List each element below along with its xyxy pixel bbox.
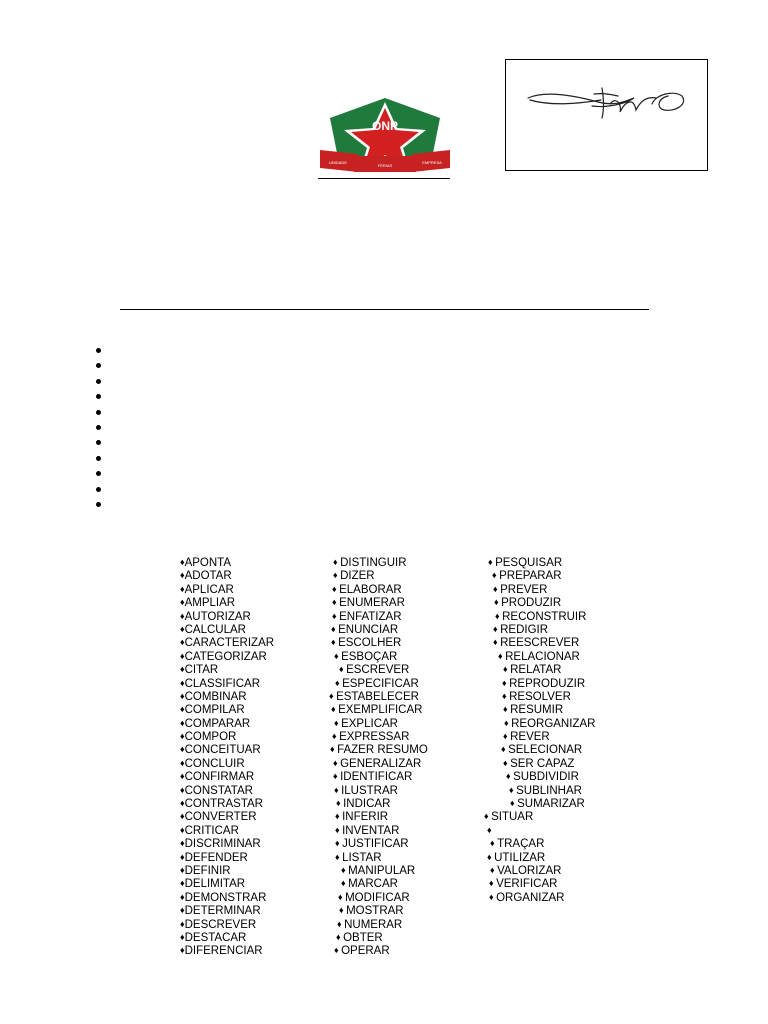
verb-item xyxy=(180,569,274,582)
diamond-bullet-icon: ♦ xyxy=(334,717,342,728)
bullet-item xyxy=(96,388,101,403)
diamond-bullet-icon: ♦ xyxy=(180,918,185,929)
verb-text: COMPARAR xyxy=(184,717,251,730)
diamond-bullet-icon: ♦ xyxy=(335,851,343,862)
empty-bullet-list xyxy=(96,342,101,511)
verb-text: PREPARAR xyxy=(499,570,562,583)
diamond-bullet-icon: ♦ xyxy=(504,717,512,728)
verb-item xyxy=(180,770,274,783)
diamond-bullet-icon: ♦ xyxy=(487,851,495,862)
verb-item xyxy=(180,703,274,716)
verb-text: ESCOLHER xyxy=(338,637,402,650)
bullet-item xyxy=(96,404,101,419)
verb-item xyxy=(329,864,428,877)
verb-text: ENUNCIAR xyxy=(338,623,399,636)
diamond-bullet-icon: ♦ xyxy=(331,704,339,715)
verb-item xyxy=(484,610,595,623)
verb-item xyxy=(484,851,595,864)
banner-word-left: UNIDADE xyxy=(328,160,348,165)
verb-item xyxy=(329,556,428,569)
diamond-bullet-icon: ♦ xyxy=(489,891,497,902)
verb-text: SUBDIVIDIR xyxy=(513,771,579,784)
diamond-bullet-icon: ♦ xyxy=(332,583,340,594)
verb-text: RELACIONAR xyxy=(505,650,580,663)
verb-item xyxy=(329,583,428,596)
verb-text: DESTACAR xyxy=(184,931,247,944)
bullet-dot-icon xyxy=(96,425,101,430)
verb-item xyxy=(484,703,595,716)
verb-column-3 xyxy=(484,556,595,904)
verb-text: ELABORAR xyxy=(339,583,402,596)
bullet-dot-icon xyxy=(96,440,101,445)
diamond-bullet-icon: ♦ xyxy=(331,637,339,648)
verb-item xyxy=(180,877,274,890)
verb-text: LISTAR xyxy=(342,851,382,864)
verb-text: INFERIR xyxy=(342,811,389,824)
diamond-bullet-icon: ♦ xyxy=(180,891,185,902)
diamond-bullet-icon: ♦ xyxy=(180,690,185,701)
verb-text: INVENTAR xyxy=(342,824,400,837)
diamond-bullet-icon: ♦ xyxy=(180,945,185,956)
verb-text: PRODUZIR xyxy=(501,597,562,610)
verb-text: ENUMERAR xyxy=(339,597,405,610)
verb-item xyxy=(180,784,274,797)
verb-text: ESCREVER xyxy=(346,664,410,677)
verb-item xyxy=(329,730,428,743)
verb-item xyxy=(180,596,274,609)
verb-item xyxy=(329,904,428,917)
verb-text: REVER xyxy=(510,731,550,744)
diamond-bullet-icon: ♦ xyxy=(339,664,347,675)
verb-item xyxy=(329,837,428,850)
verb-item xyxy=(484,810,595,823)
verb-item xyxy=(180,743,274,756)
signature-box xyxy=(505,59,708,171)
verb-item xyxy=(329,650,428,663)
verb-text: REORGANIZAR xyxy=(511,717,596,730)
verb-text: EXPRESSAR xyxy=(339,731,410,744)
diamond-bullet-icon: ♦ xyxy=(180,824,185,835)
verb-item xyxy=(180,837,274,850)
verb-item xyxy=(329,677,428,690)
verb-text: COMPOR xyxy=(184,731,237,744)
verb-text: DISTINGUIR xyxy=(340,557,407,569)
verb-text: RESOLVER xyxy=(509,690,571,703)
verb-text: MOSTRAR xyxy=(346,905,404,918)
verb-item xyxy=(180,717,274,730)
verb-text: PREVER xyxy=(500,583,548,596)
verb-item xyxy=(180,891,274,904)
onp-emblem-icon xyxy=(318,96,452,182)
diamond-bullet-icon: ♦ xyxy=(329,690,337,701)
verb-text: SELECIONAR xyxy=(508,744,583,757)
diamond-bullet-icon: ♦ xyxy=(492,570,500,581)
diamond-bullet-icon: ♦ xyxy=(180,704,185,715)
verb-text: TRAÇAR xyxy=(497,838,545,851)
verb-text: CATEGORIZAR xyxy=(184,650,267,663)
verb-item xyxy=(329,623,428,636)
verb-item xyxy=(329,569,428,582)
diamond-bullet-icon: ♦ xyxy=(332,731,340,742)
diamond-bullet-icon: ♦ xyxy=(339,905,347,916)
diamond-bullet-icon: ♦ xyxy=(180,784,185,795)
verb-text: ORGANIZAR xyxy=(496,891,565,904)
verb-item xyxy=(329,797,428,810)
banner-word-center: FÉRIAS xyxy=(377,163,393,168)
verb-item xyxy=(484,770,595,783)
diamond-bullet-icon: ♦ xyxy=(335,838,343,849)
diamond-bullet-icon: ♦ xyxy=(336,931,344,942)
verb-text: APONTA xyxy=(184,557,232,569)
verb-text: JUSTIFICAR xyxy=(342,838,409,851)
bullet-dot-icon xyxy=(96,456,101,461)
diamond-bullet-icon: ♦ xyxy=(180,637,185,648)
verb-text: DIFERENCIAR xyxy=(184,945,263,958)
verb-item xyxy=(329,891,428,904)
diamond-bullet-icon: ♦ xyxy=(490,838,498,849)
diamond-bullet-icon: ♦ xyxy=(331,623,339,634)
verb-text: DISCRIMINAR xyxy=(184,838,261,851)
diamond-bullet-icon: ♦ xyxy=(180,650,185,661)
diamond-bullet-icon: ♦ xyxy=(494,597,502,608)
verb-text: CONVERTER xyxy=(184,811,257,824)
diamond-bullet-icon: ♦ xyxy=(493,623,501,634)
diamond-bullet-icon: ♦ xyxy=(503,757,511,768)
verb-item xyxy=(180,690,274,703)
horizontal-divider xyxy=(120,309,649,310)
verb-item xyxy=(180,797,274,810)
verb-column-2 xyxy=(329,556,428,958)
diamond-bullet-icon: ♦ xyxy=(510,798,518,809)
diamond-bullet-icon: ♦ xyxy=(498,650,506,661)
verb-text: ILUSTRAR xyxy=(341,784,398,797)
verb-item xyxy=(484,743,595,756)
verb-text: DESCREVER xyxy=(184,918,257,931)
verb-text: CONFIRMAR xyxy=(184,771,255,784)
diamond-bullet-icon: ♦ xyxy=(180,557,185,567)
verb-item xyxy=(484,677,595,690)
diamond-bullet-icon: ♦ xyxy=(180,610,185,621)
verb-item xyxy=(329,610,428,623)
diamond-bullet-icon: ♦ xyxy=(338,891,346,902)
verb-text: RESUMIR xyxy=(510,704,564,717)
diamond-bullet-icon: ♦ xyxy=(490,864,498,875)
diamond-bullet-icon: ♦ xyxy=(332,597,340,608)
bullet-dot-icon xyxy=(96,348,101,353)
verb-text: ESBOÇAR xyxy=(341,650,398,663)
verb-item xyxy=(484,837,595,850)
verb-item xyxy=(180,851,274,864)
verb-item xyxy=(484,663,595,676)
diamond-bullet-icon: ♦ xyxy=(180,878,185,889)
verb-item xyxy=(484,556,595,569)
diamond-bullet-icon: ♦ xyxy=(503,704,511,715)
verb-text: CITAR xyxy=(184,664,219,677)
diamond-bullet-icon: ♦ xyxy=(503,731,511,742)
diamond-bullet-icon: ♦ xyxy=(332,610,340,621)
verb-text: CRITICAR xyxy=(184,824,239,837)
bullet-item xyxy=(96,419,101,434)
verb-text: PESQUISAR xyxy=(495,557,563,569)
verb-item xyxy=(180,623,274,636)
bullet-dot-icon xyxy=(96,394,101,399)
diamond-bullet-icon: ♦ xyxy=(180,677,185,688)
verb-text: OBTER xyxy=(343,931,383,944)
verb-text: VERIFICAR xyxy=(496,878,558,891)
verb-item xyxy=(484,891,595,904)
bullet-item xyxy=(96,373,101,388)
verb-text: GENERALIZAR xyxy=(340,757,422,770)
diamond-bullet-icon: ♦ xyxy=(509,784,517,795)
diamond-bullet-icon: ♦ xyxy=(333,570,341,581)
verb-item xyxy=(329,596,428,609)
diamond-bullet-icon: ♦ xyxy=(334,945,342,956)
verb-item xyxy=(484,717,595,730)
verb-text: AUTORIZAR xyxy=(184,610,251,623)
banner-word-right: EMPRESA xyxy=(422,160,442,165)
diamond-bullet-icon: ♦ xyxy=(337,918,345,929)
bullet-item xyxy=(96,434,101,449)
bullet-dot-icon xyxy=(96,471,101,476)
diamond-bullet-icon: ♦ xyxy=(335,824,343,835)
bullet-dot-icon xyxy=(96,502,101,507)
verb-item xyxy=(484,583,595,596)
diamond-bullet-icon: ♦ xyxy=(501,744,509,755)
verb-item xyxy=(484,650,595,663)
verb-text: FAZER RESUMO xyxy=(337,744,428,757)
logo-underline xyxy=(318,178,450,179)
verb-text: INDICAR xyxy=(343,798,391,811)
diamond-bullet-icon: ♦ xyxy=(180,811,185,822)
diamond-bullet-icon: ♦ xyxy=(180,864,185,875)
verb-item xyxy=(329,784,428,797)
verb-text: UTILIZAR xyxy=(494,851,546,864)
verb-item xyxy=(484,824,595,837)
verb-item xyxy=(180,918,274,931)
verb-text: ADOTAR xyxy=(184,570,232,583)
verb-item xyxy=(180,556,274,569)
verb-text: REESCREVER xyxy=(500,637,580,650)
verb-text: CALCULAR xyxy=(184,623,246,636)
bullet-dot-icon xyxy=(96,410,101,415)
bullet-dot-icon xyxy=(96,379,101,384)
diamond-bullet-icon: ♦ xyxy=(180,731,185,742)
bullet-item xyxy=(96,481,101,496)
verb-text: COMPILAR xyxy=(184,704,245,717)
diamond-bullet-icon: ♦ xyxy=(180,851,185,862)
verb-item xyxy=(329,663,428,676)
verb-text: CONTRASTAR xyxy=(184,798,263,811)
diamond-bullet-icon: ♦ xyxy=(489,878,497,889)
verb-item xyxy=(329,757,428,770)
diamond-bullet-icon: ♦ xyxy=(503,664,511,675)
verb-item xyxy=(329,877,428,890)
emblem-text: ONP xyxy=(371,119,399,133)
verb-text: DETERMINAR xyxy=(184,905,261,918)
verb-text: VALORIZAR xyxy=(497,864,562,877)
onp-logo xyxy=(318,96,452,182)
verb-text: DEFINIR xyxy=(184,864,231,877)
verb-item xyxy=(484,757,595,770)
verb-text: REDIGIR xyxy=(500,623,549,636)
diamond-bullet-icon: ♦ xyxy=(180,757,185,768)
diamond-bullet-icon: ♦ xyxy=(502,690,510,701)
verb-item xyxy=(180,757,274,770)
verb-item xyxy=(180,677,274,690)
verb-item xyxy=(329,717,428,730)
verb-text: DIZER xyxy=(340,570,375,583)
diamond-bullet-icon: ♦ xyxy=(180,771,185,782)
diamond-bullet-icon: ♦ xyxy=(335,811,343,822)
verb-item xyxy=(180,730,274,743)
diamond-bullet-icon: ♦ xyxy=(180,570,185,581)
diamond-bullet-icon: ♦ xyxy=(502,677,510,688)
diamond-bullet-icon: ♦ xyxy=(493,583,501,594)
verb-text: ENFATIZAR xyxy=(339,610,402,623)
verb-text: APLICAR xyxy=(184,583,234,596)
diamond-bullet-icon: ♦ xyxy=(495,610,503,621)
diamond-bullet-icon: ♦ xyxy=(333,557,341,567)
diamond-bullet-icon: ♦ xyxy=(180,744,185,755)
bullet-item xyxy=(96,496,101,511)
verb-text: SER CAPAZ xyxy=(510,757,575,770)
bullet-dot-icon xyxy=(96,487,101,492)
diamond-bullet-icon: ♦ xyxy=(334,650,342,661)
verb-text: NUMERAR xyxy=(344,918,403,931)
verb-item xyxy=(329,703,428,716)
verb-item xyxy=(329,824,428,837)
verb-text: SUMARIZAR xyxy=(517,798,585,811)
verb-item xyxy=(180,944,274,957)
diamond-bullet-icon: ♦ xyxy=(335,677,343,688)
verb-text: SUBLINHAR xyxy=(516,784,582,797)
verb-item xyxy=(180,931,274,944)
verb-text: ESPECIFICAR xyxy=(342,677,419,690)
verb-text: AMPLIAR xyxy=(184,597,236,610)
verb-item xyxy=(180,810,274,823)
bullet-item xyxy=(96,450,101,465)
diamond-bullet-icon: ♦ xyxy=(487,824,492,835)
verb-text: RELATAR xyxy=(510,664,562,677)
diamond-bullet-icon: ♦ xyxy=(333,757,341,768)
verb-text: COMBINAR xyxy=(184,690,247,703)
verb-text: CLASSIFICAR xyxy=(184,677,261,690)
verb-item xyxy=(180,864,274,877)
verb-item xyxy=(329,636,428,649)
verb-text: SITUAR xyxy=(491,811,534,824)
diamond-bullet-icon: ♦ xyxy=(484,811,492,822)
verb-item xyxy=(484,864,595,877)
verb-item xyxy=(180,904,274,917)
verb-text: REPRODUZIR xyxy=(509,677,586,690)
bullet-item xyxy=(96,342,101,357)
diamond-bullet-icon: ♦ xyxy=(506,771,514,782)
verb-item xyxy=(329,851,428,864)
diamond-bullet-icon: ♦ xyxy=(333,771,341,782)
verb-text: OPERAR xyxy=(341,945,390,958)
verb-text: DEFENDER xyxy=(184,851,248,864)
verb-item xyxy=(180,610,274,623)
verb-text: DEMONSTRAR xyxy=(184,891,267,904)
verb-text: CONCEITUAR xyxy=(184,744,261,757)
diamond-bullet-icon: ♦ xyxy=(180,583,185,594)
verb-text: MARCAR xyxy=(348,878,398,891)
verb-text: CONSTATAR xyxy=(184,784,253,797)
verb-item xyxy=(484,690,595,703)
diamond-bullet-icon: ♦ xyxy=(488,557,496,567)
verb-item xyxy=(180,663,274,676)
verb-text: EXPLICAR xyxy=(341,717,398,730)
verb-item xyxy=(329,690,428,703)
diamond-bullet-icon: ♦ xyxy=(330,744,338,755)
verb-item xyxy=(329,770,428,783)
verb-item xyxy=(329,931,428,944)
bullet-item xyxy=(96,465,101,480)
verb-item xyxy=(484,797,595,810)
verb-text: CONCLUIR xyxy=(184,757,245,770)
verb-item xyxy=(329,944,428,957)
verb-text: IDENTIFICAR xyxy=(340,771,413,784)
diamond-bullet-icon: ♦ xyxy=(493,637,501,648)
verb-column-1 xyxy=(180,556,274,958)
bullet-dot-icon xyxy=(96,363,101,368)
verb-text: MODIFICAR xyxy=(345,891,410,904)
verb-text: EXEMPLIFICAR xyxy=(338,704,423,717)
verb-text: ESTABELECER xyxy=(336,690,419,703)
diamond-bullet-icon: ♦ xyxy=(180,623,185,634)
verb-text: RECONSTRUIR xyxy=(502,610,587,623)
verb-text: MANIPULAR xyxy=(348,864,416,877)
verb-item xyxy=(484,784,595,797)
verb-text: CARACTERIZAR xyxy=(184,637,275,650)
diamond-bullet-icon: ♦ xyxy=(180,838,185,849)
diamond-bullet-icon: ♦ xyxy=(334,784,342,795)
verb-item xyxy=(484,596,595,609)
diamond-bullet-icon: ♦ xyxy=(180,597,185,608)
verb-item xyxy=(484,569,595,582)
verb-item xyxy=(484,623,595,636)
diamond-bullet-icon: ♦ xyxy=(180,798,185,809)
verb-item xyxy=(180,583,274,596)
diamond-bullet-icon: ♦ xyxy=(341,864,349,875)
diamond-bullet-icon: ♦ xyxy=(180,905,185,916)
diamond-bullet-icon: ♦ xyxy=(336,798,344,809)
signature-icon xyxy=(506,60,709,172)
verb-text: DELIMITAR xyxy=(184,878,246,891)
verb-item xyxy=(329,918,428,931)
verb-item xyxy=(484,730,595,743)
bullet-item xyxy=(96,357,101,372)
verb-item xyxy=(180,636,274,649)
diamond-bullet-icon: ♦ xyxy=(180,664,185,675)
diamond-bullet-icon: ♦ xyxy=(180,717,185,728)
verb-item xyxy=(484,636,595,649)
verb-item xyxy=(180,824,274,837)
verb-item xyxy=(329,810,428,823)
verb-item xyxy=(329,743,428,756)
diamond-bullet-icon: ♦ xyxy=(180,931,185,942)
verb-item xyxy=(180,650,274,663)
diamond-bullet-icon: ♦ xyxy=(341,878,349,889)
verb-item xyxy=(484,877,595,890)
